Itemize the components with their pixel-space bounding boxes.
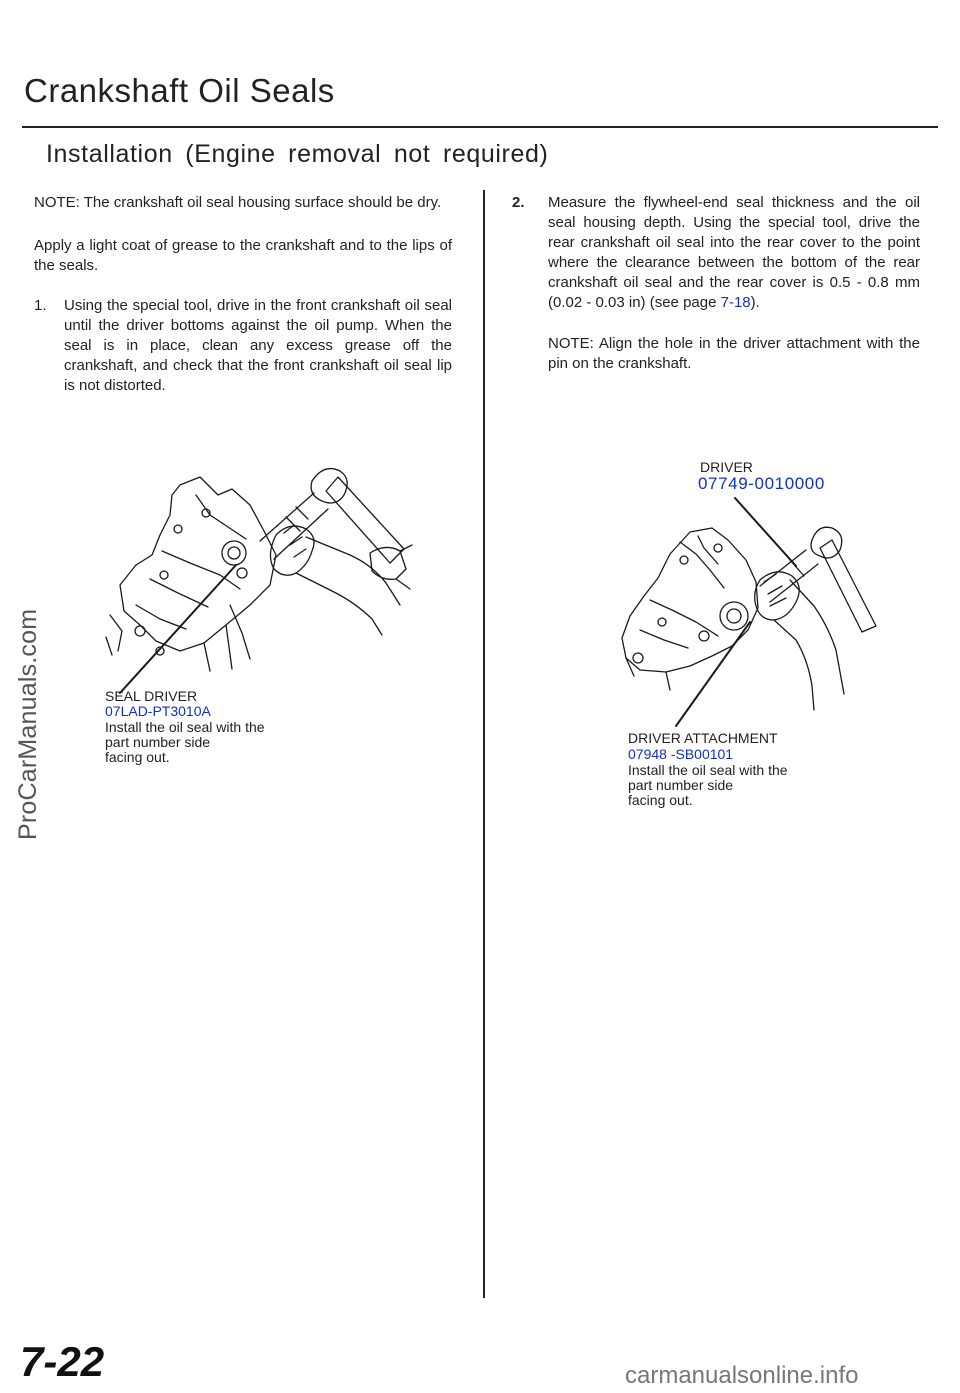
step-2-number: 2. [512, 194, 525, 211]
rear-seal-installation-illustration [600, 490, 900, 730]
footer-site: carmanualsonline.info [625, 1362, 859, 1389]
seal-driver-label: SEAL DRIVER [105, 688, 198, 704]
driver-attachment-instruction-1: Install the oil seal with the [628, 762, 788, 778]
seal-driver-instruction-3: facing out. [105, 749, 170, 765]
driver-part-number: 07749-0010000 [698, 474, 825, 493]
driver-attachment-instruction-2: part number side [628, 777, 734, 793]
step-2-text [548, 193, 920, 313]
driver-attachment-part-number: 07948 -SB00101 [628, 746, 734, 762]
section-subtitle: Installation (Engine removal not required) [46, 140, 549, 168]
grease-instruction: Apply a light coat of grease to the crankshaft and to the lips of the seals. [34, 237, 452, 274]
front-seal-installation-illustration [100, 455, 430, 695]
page-title: Crankshaft Oil Seals [24, 72, 335, 109]
driver-label: DRIVER [700, 459, 753, 475]
step-1-number: 1. [34, 297, 47, 314]
step-2-text-end: ). [750, 294, 760, 311]
step-1-text: Using the special tool, drive in the front crankshaft oil seal until the driver bottoms against the oil pump. When the seal is in place, clean any excess grease off the crankshaft, and check that the front crankshaft oil seal lip is not distorted. [64, 297, 452, 394]
title-rule [22, 126, 938, 128]
page-number: 7-22 [20, 1338, 105, 1385]
driver-attachment-label: DRIVER ATTACHMENT [628, 730, 778, 746]
watermark-text: ProCarManuals.com [14, 608, 42, 840]
column-divider [483, 190, 485, 1298]
page-reference-link[interactable]: 7-18 [720, 294, 751, 311]
note-align-hole: NOTE: Align the hole in the driver attachment with the pin on the crankshaft. [548, 335, 920, 372]
step-2-text-main: Measure the flywheel-end seal thickness and the oil seal housing depth. Using the special tool, drive the rear crankshaft oil seal into the rear cover to the point where the clearance between the bottom of the rear crankshaft oil seal and the rear cover is 0.5 - 0.8 mm (0.02 - 0.03 in) (see page [548, 194, 920, 311]
note-dry-surface: NOTE: The crankshaft oil seal housing surface should be dry. [34, 194, 442, 211]
seal-driver-part-number: 07LAD-PT3010A [105, 703, 211, 719]
seal-driver-instruction-2: part number side [105, 734, 211, 750]
driver-attachment-instruction-3: facing out. [628, 792, 693, 808]
seal-driver-instruction-1: Install the oil seal with the [105, 719, 265, 735]
